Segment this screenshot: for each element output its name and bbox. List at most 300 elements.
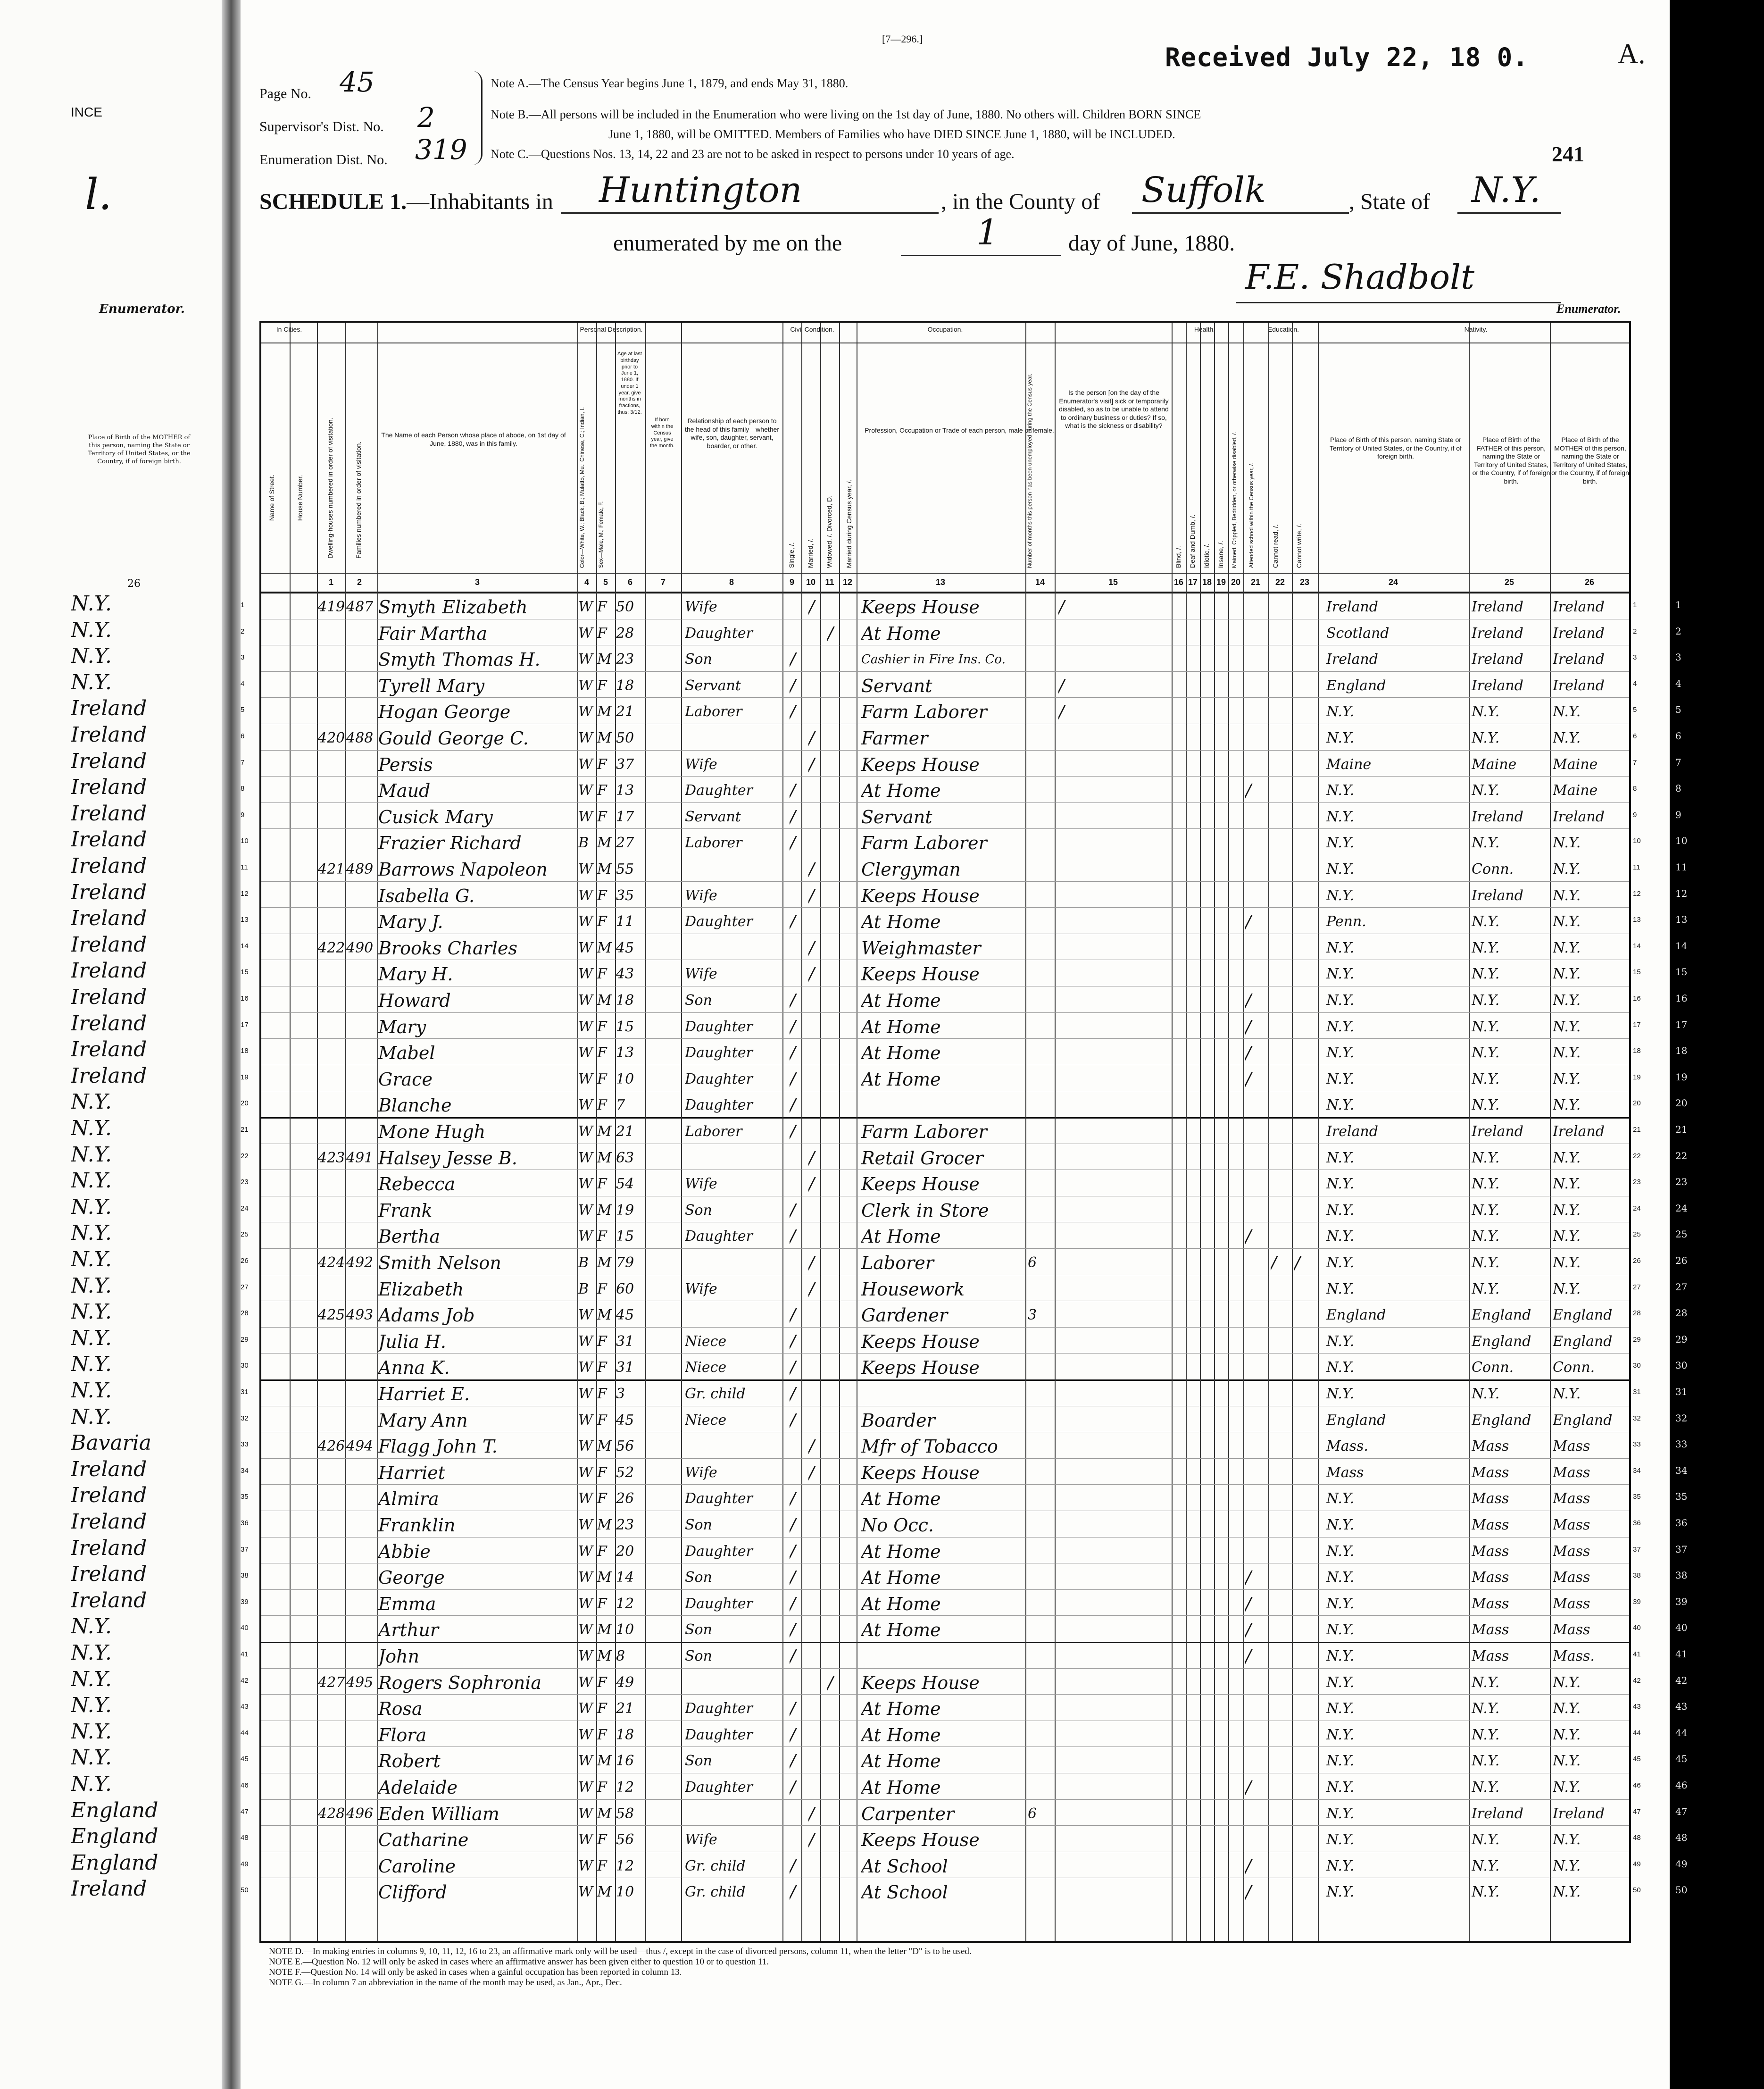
column-number: 22 <box>1275 577 1285 587</box>
cell-cr <box>1271 1144 1292 1170</box>
cell-mon <box>1028 619 1054 645</box>
cell-birth: N.Y. <box>1326 1228 1355 1245</box>
cell-sex: M <box>597 1884 612 1901</box>
cell-father: Ireland <box>1472 1123 1523 1140</box>
cell-fam <box>346 1222 374 1248</box>
left-page-row: Ireland <box>71 959 147 983</box>
census-row <box>241 1379 1641 1406</box>
note-c: Note C.—Questions Nos. 13, 14, 22 and 23 are not to be asked in respect to persons under 10 years of age. <box>491 147 1015 161</box>
cell-dw <box>318 1484 345 1510</box>
cell-cw <box>1294 1642 1315 1668</box>
cell-age: 63 <box>616 1149 634 1166</box>
cell-fam <box>346 1589 374 1615</box>
cell-color: W <box>578 1621 593 1638</box>
cell-fam <box>346 1615 374 1641</box>
cell-birth: N.Y. <box>1326 1254 1355 1271</box>
cell-mother: N.Y. <box>1553 1700 1581 1717</box>
cell-cw <box>1294 1406 1315 1432</box>
cell-occ: Keeps House <box>861 964 980 985</box>
cell-birth: N.Y. <box>1326 1831 1355 1848</box>
cell-occ: At Home <box>861 1620 941 1641</box>
cell-mother: N.Y. <box>1553 1070 1581 1087</box>
cell-rel: Niece <box>685 1333 727 1350</box>
cell-sick <box>1058 1563 1087 1589</box>
cell-name: Julia H. <box>378 1331 446 1352</box>
page-no-value: 45 <box>340 66 374 98</box>
margin-row-number: 32 <box>1675 1412 1688 1424</box>
left-page-column-header: Place of Birth of the MOTHER of this person, naming the State or Territory of United States, or the Country, if of foreign birth. <box>88 434 191 465</box>
margin-row-number: 24 <box>1675 1202 1688 1214</box>
cell-mother: N.Y. <box>1553 1884 1581 1901</box>
cell-occ: Farm Laborer <box>861 1121 987 1142</box>
cell-single <box>790 619 807 645</box>
cell-dw <box>318 1038 345 1064</box>
cell-school <box>1245 1721 1266 1746</box>
cell-name: Rogers Sophronia <box>378 1672 542 1693</box>
margin-row-number: 16 <box>1675 993 1688 1004</box>
cell-occ: At School <box>861 1855 948 1877</box>
cell-married <box>808 671 826 697</box>
cell-age: 23 <box>616 651 634 668</box>
census-row <box>241 1144 1641 1170</box>
cell-color: W <box>578 1438 593 1455</box>
cell-birth: N.Y. <box>1326 887 1355 904</box>
cell-cr <box>1271 1091 1292 1117</box>
cell-single <box>790 1170 807 1195</box>
census-row <box>241 1038 1641 1065</box>
left-page-row: N.Y. <box>71 1116 112 1140</box>
group-education: Education. <box>1267 326 1299 333</box>
row-number: 3 <box>1633 653 1637 662</box>
cell-name: Flora <box>378 1724 427 1746</box>
cell-birth: N.Y. <box>1326 782 1355 799</box>
cell-sick <box>1058 1144 1087 1170</box>
day-underline <box>901 255 1061 256</box>
cell-birth: Scotland <box>1326 625 1390 642</box>
cell-fam: 494 <box>346 1438 374 1455</box>
col4-header: Color—White, W.; Black, B.; Mulatto, Mu.; Chinese, C.; Indian, I. <box>579 407 585 568</box>
cell-mon <box>1028 1721 1054 1746</box>
cell-cr <box>1271 1878 1292 1904</box>
cell-school <box>1245 960 1266 986</box>
cell-mon <box>1028 1458 1054 1484</box>
cell-widowed <box>827 1301 845 1327</box>
cell-sick <box>1058 1012 1087 1038</box>
column-number: 19 <box>1216 577 1226 587</box>
cell-school: / <box>1245 1777 1251 1798</box>
row-number: 9 <box>241 811 245 819</box>
cell-name: Clifford <box>378 1882 447 1903</box>
cell-school: / <box>1245 1855 1251 1877</box>
cell-fam <box>346 1379 374 1405</box>
schedule-prefix: SCHEDULE 1. <box>259 189 407 214</box>
cell-cr <box>1271 1170 1292 1195</box>
cell-father: N.Y. <box>1472 1070 1500 1087</box>
column-number: 25 <box>1504 577 1514 587</box>
cell-dw <box>318 671 345 697</box>
cell-sick: / <box>1058 597 1065 618</box>
cell-married <box>808 1222 826 1248</box>
cell-occ: At Home <box>861 1593 941 1614</box>
cell-age: 17 <box>616 808 634 825</box>
row-number: 36 <box>241 1519 249 1527</box>
cell-widowed <box>827 1379 845 1405</box>
cell-mother: N.Y. <box>1553 861 1581 877</box>
cell-cr <box>1271 986 1292 1012</box>
col7-header: If born within the Census year, give the month. <box>650 417 674 449</box>
enumerated-text: enumerated by me on the <box>613 231 842 256</box>
cell-mother: N.Y. <box>1553 1674 1581 1691</box>
row-number: 49 <box>1633 1860 1641 1868</box>
cell-cr <box>1271 1406 1292 1432</box>
row-number: 46 <box>241 1781 249 1789</box>
census-row <box>241 881 1641 908</box>
cell-school <box>1245 1432 1266 1458</box>
cell-name: Grace <box>378 1069 433 1090</box>
cell-name: Maud <box>378 780 431 802</box>
cell-age: 8 <box>616 1648 625 1664</box>
cell-cw <box>1294 907 1315 933</box>
cell-rel: Daughter <box>685 625 753 642</box>
cell-cw <box>1294 1852 1315 1878</box>
cell-birth: N.Y. <box>1326 1070 1355 1087</box>
group-civil: Civil Condition. <box>790 326 834 333</box>
cell-married <box>808 1406 826 1432</box>
cell-married <box>808 802 826 828</box>
note-d: NOTE D.—In making entries in columns 9, 10, 11, 12, 16 to 23, an affirmative mark only will be used—thus /, except in the case of divorced persons, column 11, when the letter "D" is to be used. <box>269 1947 972 1956</box>
col8-header: Relationship of each person to the head of this family—whether wife, son, daughter, servant, boarder, or other. <box>685 417 779 450</box>
row-number: 31 <box>1633 1388 1641 1396</box>
cell-color: W <box>578 1884 593 1901</box>
cell-single <box>790 750 807 776</box>
cell-birth: N.Y. <box>1326 1648 1355 1664</box>
left-page-row: N.Y. <box>71 618 112 642</box>
row-number: 45 <box>1633 1755 1641 1763</box>
left-page-row: Ireland <box>71 1877 147 1901</box>
cell-mother: N.Y. <box>1553 1202 1581 1219</box>
cell-school <box>1245 1117 1266 1143</box>
cell-widowed <box>827 1484 845 1510</box>
cell-cw <box>1294 1878 1315 1904</box>
cell-sex: M <box>597 1569 612 1586</box>
census-row <box>241 1117 1641 1144</box>
cell-mother: N.Y. <box>1553 1779 1581 1796</box>
cell-single: / <box>790 833 796 854</box>
cell-fam <box>346 1484 374 1510</box>
cell-cw <box>1294 1038 1315 1064</box>
cell-mon <box>1028 1012 1054 1038</box>
cell-color: W <box>578 756 593 773</box>
column-number: 21 <box>1250 577 1261 587</box>
cell-color: W <box>578 1805 593 1822</box>
cell-mother: N.Y. <box>1553 703 1581 720</box>
cell-father: N.Y. <box>1472 782 1500 799</box>
cell-rel: Daughter <box>685 1543 753 1560</box>
row-number: 50 <box>241 1886 249 1895</box>
cell-mother: Mass <box>1553 1595 1590 1612</box>
cell-cr <box>1271 750 1292 776</box>
cell-age: 18 <box>616 1726 634 1743</box>
row-number: 19 <box>241 1073 249 1081</box>
cell-rel: Son <box>685 1621 712 1638</box>
cell-sick <box>1058 1511 1087 1537</box>
cell-single: / <box>790 1410 796 1431</box>
cell-single: / <box>790 702 796 723</box>
cell-single: / <box>790 780 796 802</box>
cell-sex: M <box>597 651 612 668</box>
cell-widowed <box>827 1458 845 1484</box>
cell-dw <box>318 802 345 828</box>
cell-rel: Wife <box>685 1464 717 1481</box>
col21-header: Attended school within the Census year, /. <box>1248 462 1255 568</box>
cell-cr <box>1271 1537 1292 1563</box>
left-page-row: Ireland <box>71 1588 147 1613</box>
cell-rel <box>685 1668 782 1694</box>
cell-fam <box>346 1878 374 1904</box>
cell-mon <box>1028 1694 1054 1720</box>
cell-cw: / <box>1294 1253 1300 1273</box>
cell-rel: Wife <box>685 1176 717 1193</box>
cell-mother: Mass <box>1553 1438 1590 1455</box>
cell-father: N.Y. <box>1472 1726 1500 1743</box>
cell-mon <box>1028 1746 1054 1772</box>
cell-school <box>1245 1484 1266 1510</box>
place-underline <box>561 212 939 214</box>
cell-widowed <box>827 855 845 881</box>
cell-married: / <box>808 597 815 618</box>
cell-name: Arthur <box>378 1620 439 1641</box>
census-row <box>241 1694 1641 1721</box>
enumerator-label: Enumerator. <box>1556 302 1621 316</box>
cell-father: N.Y. <box>1472 939 1500 956</box>
cell-mon <box>1028 960 1054 986</box>
cell-dw <box>318 1117 345 1143</box>
cell-married <box>808 1537 826 1563</box>
cell-married: / <box>808 1462 815 1483</box>
row-number: 16 <box>241 994 249 1003</box>
cell-sex: F <box>597 1595 607 1612</box>
cell-birth: N.Y. <box>1326 1044 1355 1061</box>
cell-sex: F <box>597 1176 607 1193</box>
row-number: 36 <box>1633 1519 1641 1527</box>
cell-color: W <box>578 1359 593 1376</box>
cell-school <box>1245 1799 1266 1825</box>
cell-cr <box>1271 1275 1292 1301</box>
cell-dw: 427 <box>318 1674 345 1691</box>
cell-school: / <box>1245 911 1251 933</box>
column-number: 1 <box>328 577 333 587</box>
enumeration-day: 1 <box>976 212 999 253</box>
cell-birth: Ireland <box>1326 599 1378 615</box>
margin-row-number: 29 <box>1675 1333 1688 1345</box>
cell-cr <box>1271 1327 1292 1353</box>
cell-widowed <box>827 1196 845 1222</box>
cell-color: W <box>578 1648 593 1664</box>
row-number: 38 <box>1633 1571 1641 1580</box>
row-number: 21 <box>1633 1126 1641 1134</box>
cell-school <box>1245 645 1266 671</box>
cell-single <box>790 1799 807 1825</box>
cell-occ: Mfr of Tobacco <box>861 1436 998 1457</box>
cell-mother: N.Y. <box>1553 1726 1581 1743</box>
cell-name: Rebecca <box>378 1174 456 1195</box>
cell-rel <box>685 724 782 750</box>
left-page-row: N.Y. <box>71 1326 112 1350</box>
cell-color: B <box>578 1280 589 1297</box>
cell-birth: N.Y. <box>1326 1517 1355 1533</box>
col1-header: Dwelling-houses numbered in order of visitation. <box>326 418 334 559</box>
cell-widowed <box>827 1721 845 1746</box>
cell-name: Smyth Elizabeth <box>378 597 528 618</box>
margin-row-number: 49 <box>1675 1858 1688 1870</box>
margin-row-number: 34 <box>1675 1464 1688 1476</box>
cell-sex: M <box>597 939 612 956</box>
cell-mother: England <box>1553 1307 1613 1324</box>
row-number: 15 <box>241 968 249 977</box>
cell-occ: Clergyman <box>861 859 961 880</box>
cell-name: Harriet E. <box>378 1384 470 1404</box>
row-number: 35 <box>241 1493 249 1501</box>
cell-mother: N.Y. <box>1553 1280 1581 1297</box>
cell-dw <box>318 1694 345 1720</box>
cell-single: / <box>790 1724 796 1746</box>
cell-birth: N.Y. <box>1326 835 1355 852</box>
cell-dw <box>318 1721 345 1746</box>
cell-father: Mass <box>1472 1490 1509 1507</box>
row-number: 30 <box>241 1362 249 1370</box>
margin-row-number: 9 <box>1675 809 1681 820</box>
cell-father: Ireland <box>1472 677 1523 694</box>
cell-dw <box>318 1825 345 1851</box>
cell-age: 14 <box>616 1569 634 1586</box>
cell-fam <box>346 1642 374 1668</box>
margin-row-number: 13 <box>1675 914 1688 926</box>
cell-fam: 496 <box>346 1805 374 1822</box>
cell-color: W <box>578 1831 593 1848</box>
cell-school <box>1245 1196 1266 1222</box>
cell-mother: N.Y. <box>1553 1018 1581 1035</box>
left-page-row: Ireland <box>71 1457 147 1481</box>
cell-sick <box>1058 1615 1087 1641</box>
cell-mother: Mass. <box>1553 1648 1595 1664</box>
cell-mother: N.Y. <box>1553 1176 1581 1193</box>
column-number: 15 <box>1108 577 1118 587</box>
cell-occ: Servant <box>861 806 932 827</box>
margin-row-number: 7 <box>1675 756 1681 768</box>
cell-occ: Gardener <box>861 1305 948 1326</box>
cell-sick <box>1058 855 1087 881</box>
row-number: 24 <box>241 1204 249 1212</box>
cell-mother: Ireland <box>1553 1123 1605 1140</box>
cell-occ: Keeps House <box>861 597 980 618</box>
cell-dw <box>318 776 345 802</box>
cell-rel: Gr. child <box>685 1386 746 1402</box>
cell-name: Persis <box>378 754 433 775</box>
cell-age: 12 <box>616 1595 634 1612</box>
cell-name: Adams Job <box>378 1305 475 1326</box>
cell-married <box>808 1589 826 1615</box>
cell-dw <box>318 619 345 645</box>
cell-married <box>808 1721 826 1746</box>
row-number: 10 <box>1633 837 1641 845</box>
cell-sex: M <box>597 1254 612 1271</box>
cell-married: / <box>808 937 815 959</box>
cell-rel: Niece <box>685 1359 727 1376</box>
cell-widowed: / <box>827 1672 833 1693</box>
cell-occ: At Home <box>861 1069 941 1090</box>
cell-name: Brooks Charles <box>378 937 517 959</box>
cell-cw <box>1294 1773 1315 1799</box>
cell-mother: Ireland <box>1553 677 1605 694</box>
margin-row-number: 10 <box>1675 835 1688 847</box>
row-number: 22 <box>241 1152 249 1160</box>
column-number: 17 <box>1188 577 1198 587</box>
cell-school <box>1245 1668 1266 1694</box>
row-number: 7 <box>1633 758 1637 767</box>
cell-color: W <box>578 992 593 1009</box>
cell-mon <box>1028 1537 1054 1563</box>
cell-name: Adelaide <box>378 1777 458 1798</box>
census-row <box>241 1065 1641 1092</box>
col15-header: Is the person [on the day of the Enumerator's visit] sick or temporarily disabled, so as to be unable to attend to ordinary business or duties? If so, what is the sickness or disability? <box>1059 389 1169 429</box>
cell-sex: M <box>597 1307 612 1324</box>
census-row <box>241 1589 1641 1616</box>
cell-sex: M <box>597 1805 612 1822</box>
census-row <box>241 1196 1641 1223</box>
cell-sex: F <box>597 1070 607 1087</box>
cell-fam <box>346 1511 374 1537</box>
cell-fam <box>346 802 374 828</box>
cell-sick <box>1058 645 1087 671</box>
row-number: 1 <box>1633 601 1637 609</box>
cell-married: / <box>808 1174 815 1195</box>
cell-sex: M <box>597 835 612 852</box>
cell-single <box>790 1458 807 1484</box>
cell-married <box>808 1668 826 1694</box>
schedule-text: —Inhabitants in <box>407 189 553 214</box>
cell-mother: England <box>1553 1333 1613 1350</box>
row-number: 48 <box>1633 1834 1641 1842</box>
census-row <box>241 1642 1641 1669</box>
cell-single: / <box>790 990 796 1011</box>
cell-birth: Ireland <box>1326 651 1378 668</box>
cell-single <box>790 593 807 618</box>
cell-married <box>808 1642 826 1668</box>
cell-widowed <box>827 1773 845 1799</box>
row-number: 28 <box>241 1309 249 1318</box>
cell-sex: M <box>597 1438 612 1455</box>
left-page-row: N.Y. <box>71 1404 112 1429</box>
left-page-row: Ireland <box>71 1510 147 1534</box>
cell-dw <box>318 1379 345 1405</box>
cell-mon <box>1028 1852 1054 1878</box>
census-row <box>241 1406 1641 1433</box>
cell-occ: Housework <box>861 1278 965 1300</box>
cell-mother: N.Y. <box>1553 1254 1581 1271</box>
cell-mon <box>1028 1170 1054 1195</box>
left-page-row: Ireland <box>71 1562 147 1587</box>
cell-dw <box>318 1353 345 1379</box>
cell-widowed <box>827 645 845 671</box>
row-number: 41 <box>241 1650 249 1658</box>
cell-father: Mass <box>1472 1595 1509 1612</box>
col10-header: Married, /. <box>807 538 814 568</box>
census-row <box>241 1825 1641 1852</box>
state-name: N.Y. <box>1472 170 1541 210</box>
margin-row-number: 25 <box>1675 1228 1688 1240</box>
cell-rel: Daughter <box>685 1018 753 1035</box>
cell-single <box>790 1248 807 1274</box>
